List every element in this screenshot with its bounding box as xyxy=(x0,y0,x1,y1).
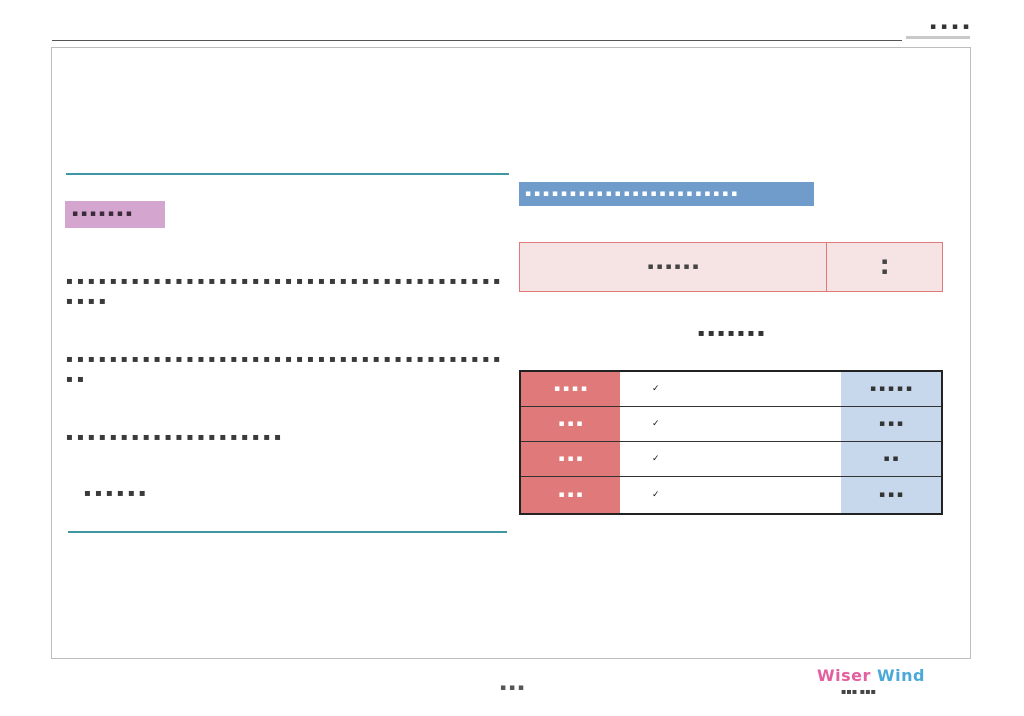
left-paragraph-3: ▪ ▪ ▪ ▪ ▪ ▪ ▪ ▪ ▪ ▪ ▪ ▪ ▪ ▪ ▪ ▪ ▪ ▪ ▪ ▪ xyxy=(66,432,282,443)
table-row xyxy=(520,442,942,477)
page-number: ▪ ▪ ▪ xyxy=(500,683,525,693)
row-value: ▪ ▪ ▪ ▪ ▪ xyxy=(841,371,942,407)
check-icon: ✓ xyxy=(652,490,660,500)
check-table xyxy=(519,370,943,515)
table-row xyxy=(520,477,942,515)
left-section-tag: ▪ ▪ ▪ ▪ ▪ ▪ ▪ xyxy=(65,201,165,228)
check-icon: ✓ xyxy=(620,442,841,477)
logo-subtitle: ▪▪▪ ▪▪▪ xyxy=(841,687,877,696)
row-label: ▪ ▪ ▪ ▪ xyxy=(520,371,620,407)
row-value: ▪ ▪ xyxy=(841,442,942,477)
left-top-rule xyxy=(66,173,509,175)
row-label: ▪ ▪ ▪ xyxy=(520,407,620,442)
row-label: ▪ ▪ ▪ xyxy=(520,477,620,515)
company-logo xyxy=(817,666,959,696)
check-icon: ✓ xyxy=(620,407,841,442)
logo-word-a: Wiser xyxy=(817,666,871,685)
row-value: ▪ ▪ ▪ xyxy=(841,407,942,442)
rule-box-value: ▪ ▪ xyxy=(881,257,888,277)
rule-box-text: ▪ ▪ ▪ ▪ ▪ ▪ xyxy=(520,243,827,291)
table-caption: ▪ ▪ ▪ ▪ ▪ ▪ ▪ xyxy=(697,328,765,339)
row-label: ▪ ▪ ▪ xyxy=(520,442,620,477)
header-rule xyxy=(52,40,902,41)
table-row xyxy=(520,371,942,407)
left-paragraph-2: ▪ ▪ ▪ ▪ ▪ ▪ ▪ ▪ ▪ ▪ ▪ ▪ ▪ ▪ ▪ ▪ ▪ ▪ ▪ ▪ ▪ ▪ ▪ ▪ ▪ ▪ ▪ ▪ ▪ ▪ ▪ ▪ ▪ ▪ ▪ ▪ ▪ ▪ ▪ ▪ ▪ ▪ xyxy=(66,354,501,385)
right-section-tag: ▪ ▪ ▪ ▪ ▪ ▪ ▪ ▪ ▪ ▪ ▪ ▪ ▪ ▪ ▪ ▪ ▪ ▪ ▪ ▪ ▪ ▪ ▪ ▪ xyxy=(519,182,814,206)
left-paragraph-1: ▪ ▪ ▪ ▪ ▪ ▪ ▪ ▪ ▪ ▪ ▪ ▪ ▪ ▪ ▪ ▪ ▪ ▪ ▪ ▪ ▪ ▪ ▪ ▪ ▪ ▪ ▪ ▪ ▪ ▪ ▪ ▪ ▪ ▪ ▪ ▪ ▪ ▪ ▪ ▪ ▪ ▪ ▪ ▪ xyxy=(66,276,501,307)
row-value: ▪ ▪ ▪ xyxy=(841,477,942,515)
check-icon: ✓ xyxy=(620,371,841,407)
left-paragraph-4: ▪ ▪ ▪ ▪ ▪ ▪ xyxy=(84,488,147,499)
logo-word-b: Wind xyxy=(876,666,925,685)
left-bottom-rule xyxy=(68,531,507,533)
table-row xyxy=(520,407,942,442)
rule-box xyxy=(519,242,943,292)
header-tag: ▪ ▪ ▪ ▪ xyxy=(906,22,970,39)
